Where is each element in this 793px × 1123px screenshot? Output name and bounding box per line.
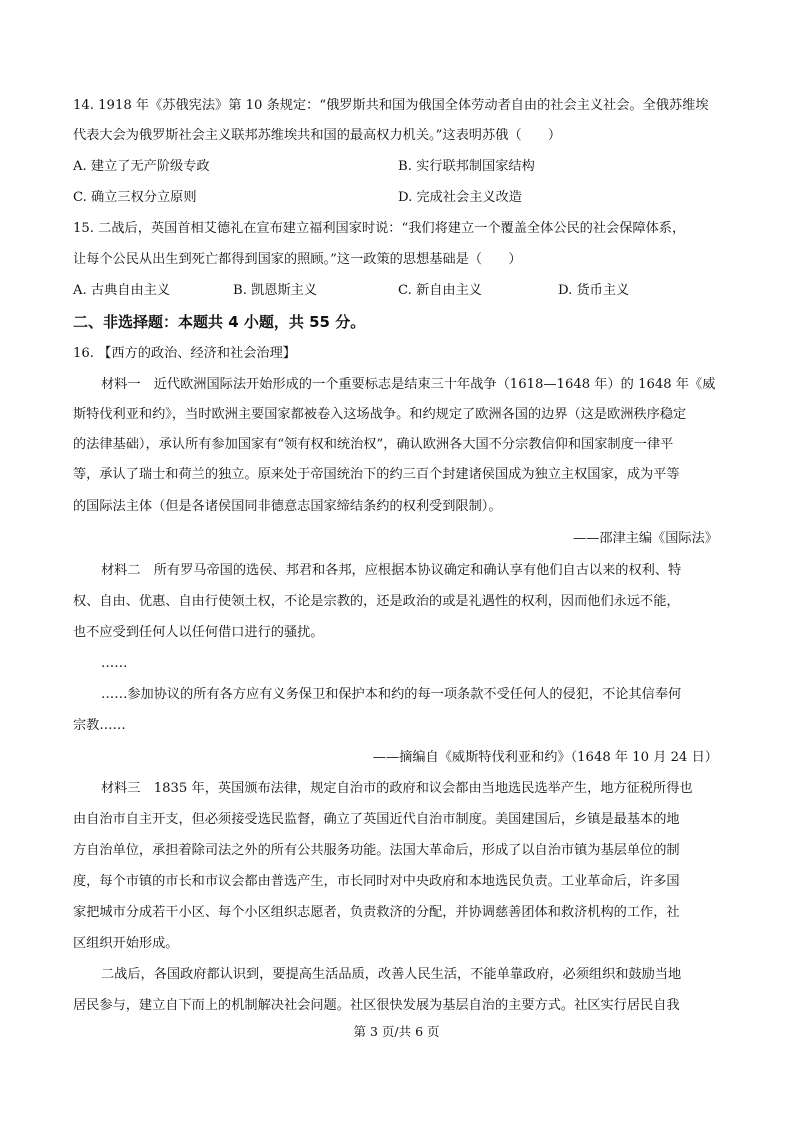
material3-line: 方自治单位，承担着除司法之外的所有公共服务功能。法国大革命后，形成了以自治市镇为基层单位的制 [73, 843, 680, 858]
material2-line: 权、自由、优惠、自由行使领土权，不论是宗教的，还是政治的或是礼遇性的权利，因而他们永远不能， [73, 594, 680, 609]
q15-option-a: A. 古典自由主义 [73, 283, 171, 298]
material1-line: 的国际法主体（但是各诸侯国同非德意志国家缔结条约的权利受到限制）。 [73, 499, 502, 514]
material1-line: 的法律基础），承认所有参加国家有“领有权和统治权”，确认欧洲各大国不分宗教信仰和国家制度一律平 [73, 437, 674, 452]
q16-title: 16. 【西方的政治、经济和社会治理】 [73, 346, 296, 361]
material3-line: 二战后，各国政府都认识到，要提高生活品质，改善人民生活，不能单靠政府，必须组织和鼓励当地 [101, 967, 682, 982]
page-number-footer: 第 3 页/共 6 页 [353, 1024, 440, 1039]
q14-option-c: C. 确立三权分立原则 [73, 190, 197, 205]
material3-line: 度，每个市镇的市长和市议会都由普选产生，市长同时对中央政府和本地选民负责。工业革命后，许多国 [73, 874, 680, 889]
q15-option-d: D. 货币主义 [558, 283, 630, 298]
material2-line: 也不应受到任何人以任何借口进行的骚扰。 [73, 625, 324, 640]
material3-line: 居民参与，建立自下而上的机制解决社会问题。社区很快发展为基层自治的主要方式。社区实行居民自我 [73, 998, 680, 1013]
material3-line: 区组织开始形成。 [73, 936, 179, 951]
section-two-heading: 二、非选择题：本题共 4 小题，共 55 分。 [73, 313, 366, 331]
material3-line: 家把城市分成若干小区、每个小区组织志愿者，负责救济的分配，并协调慈善团体和救济机构的工作，社 [73, 905, 680, 920]
q14-stem-line2: 代表大会为俄罗斯社会主义联邦苏维埃共和国的最高权力机关。”这表明苏俄（ ） [73, 128, 562, 143]
material1-line: 等，承认了瑞士和荷兰的独立。原来处于帝国统治下的约三百个封建诸侯国成为独立主权国家，成为平等 [73, 467, 680, 482]
material2-line: 宗教…… [73, 718, 126, 733]
q14-option-a: A. 建立了无产阶级专政 [73, 159, 210, 174]
q15-stem-line2: 让每个公民从出生到死亡都得到国家的照顾。”这一政策的思想基础是（ ） [73, 252, 522, 267]
material2-line: ……参加协议的所有各方应有义务保卫和保护本和约的每一项条款不受任何人的侵犯，不论其信奉何 [101, 687, 682, 702]
material1-line: 材料一 近代欧洲国际法开始形成的一个重要标志是结束三十年战争（1618—1648 年）的 1648 年《威 [101, 377, 716, 392]
material1-line: 斯特伐利亚和约》，当时欧洲主要国家都被卷入这场战争。和约规定了欧洲各国的边界（这是欧洲秩序稳定 [73, 407, 687, 422]
q14-stem-line1: 14. 1918 年《苏俄宪法》第 10 条规定：“俄罗斯共和国为俄国全体劳动者自由的社会主义社会。全俄苏维埃 [73, 98, 709, 113]
material3-line: 材料三 1835 年，英国颁布法律，规定自治市的政府和议会都由当地选民选举产生，地方征税所得也 [101, 781, 693, 796]
q15-option-b: B. 凯恩斯主义 [233, 283, 318, 298]
q14-option-d: D. 完成社会主义改造 [398, 190, 522, 205]
q15-stem-line1: 15. 二战后，英国首相艾德礼在宣布建立福利国家时说：“我们将建立一个覆盖全体公民的社会保障体系， [73, 221, 686, 236]
q14-option-b: B. 实行联邦制国家结构 [398, 159, 535, 174]
material1-source: ——邵津主编《国际法》 [572, 531, 718, 546]
material3-line: 由自治市自主开支，但必须接受选民监督，确立了英国近代自治市制度。美国建国后，乡镇是最基本的地 [73, 812, 680, 827]
material2-line: 材料二 所有罗马帝国的选侯、邦君和各邦，应根据本协议确定和确认享有他们自古以来的权利、特 [101, 563, 682, 578]
q15-option-c: C. 新自由主义 [398, 283, 482, 298]
material2-source: ——摘编自《威斯特伐利亚和约》（1648 年 10 月 24 日） [372, 750, 718, 765]
material2-ellipsis: …… [101, 656, 128, 671]
